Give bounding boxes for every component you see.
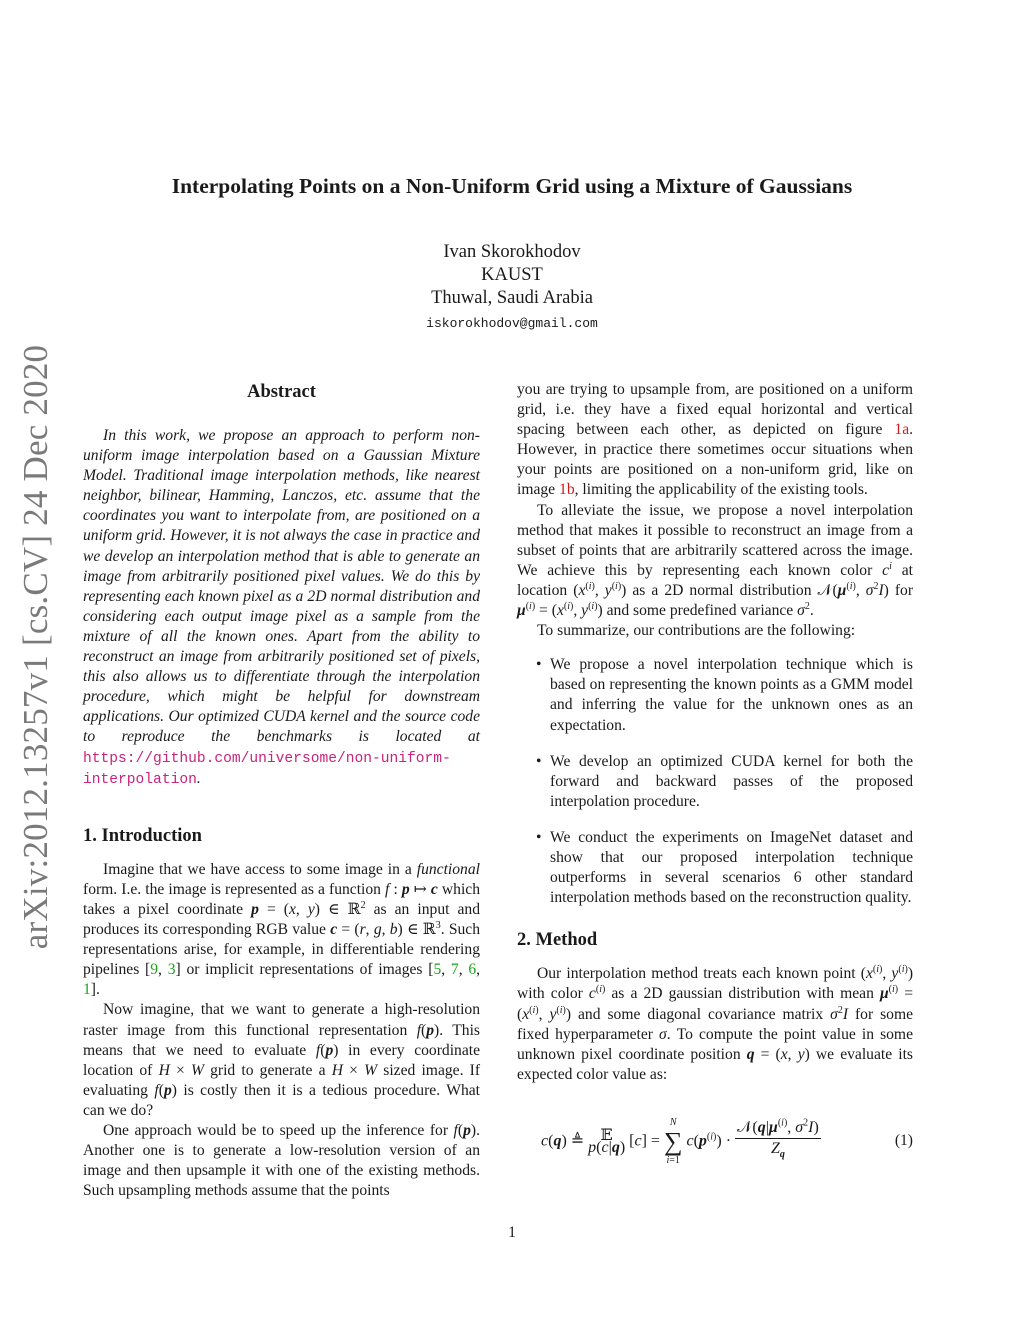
left-column bbox=[83, 378, 480, 1201]
paper-title: Interpolating Points on a Non-Uniform Grid using a Mixture of Gaussians bbox=[171, 174, 853, 198]
citation-link[interactable]: 7 bbox=[450, 961, 459, 979]
arxiv-sidebar-stamp bbox=[2, 344, 70, 950]
approach-paragraph: To alleviate the issue, we propose a novel interpolation method that makes it possible to reconstruct an image from a subset of points that are arbitrarily scattered across the image. We achieve this by representing each known color $c^i$ at location ($x^{(i)}$, $y^{(i)}$) as a 2D normal distribution $𝒩(\mu^{(i)}$, $\sigma^2I$) for $\mu^{(i)} = (x^{(i)}$, $y^{(i)}$) and some predefined variance $\sigma^2$. bbox=[517, 501, 914, 620]
intro-heading: 1. Introduction bbox=[83, 825, 202, 846]
intro-paragraph-2: Now imagine, that we want to generate a high-resolution raster image from this functional representation f(p). This means that we need to evaluate f(p) in every coordinate location of H × W grid to generate a H × W sized image. If evaluating f(p) is costly then it is a tedious procedure. What can we do? bbox=[83, 1001, 481, 1119]
author-location: Thuwal, Saudi Arabia bbox=[431, 288, 593, 308]
citation-link[interactable]: 5 bbox=[433, 961, 442, 979]
intro-continued-paragraph: you are trying to upsample from, are positioned on a uniform grid, i.e. they have a fixed equal horizontal and vertical spacing between each other, as depicted on figure 1a. However, in practice there sometimes occur situations when your points are positioned on a non-uniform grid, like on image 1b, limiting the applicability of the existing tools. bbox=[517, 381, 914, 499]
list-item: • We conduct the experiments on ImageNet dataset and show that our proposed interpolation technique outperforms in several scenarios 6 other standard interpolation methods based on the reconstruction quality. bbox=[536, 828, 913, 907]
page-number: 1 bbox=[508, 1224, 516, 1241]
figure-ref-1a[interactable]: 1a bbox=[894, 421, 910, 439]
abstract-heading: Abstract bbox=[247, 382, 316, 402]
equation-number: (1) bbox=[894, 1131, 913, 1149]
citation-link[interactable]: 3 bbox=[167, 961, 176, 979]
citation-link[interactable]: 6 bbox=[468, 961, 477, 979]
list-item: • We propose a novel interpolation technique which is based on representing the known points as a GMM model and inferring the value for the unknown ones as an expectation. bbox=[536, 656, 913, 734]
source-code-link[interactable]: https://github.com/universome/non-uniform-interpolation bbox=[83, 750, 451, 788]
citation-link[interactable]: 9 bbox=[150, 961, 159, 979]
abstract-text: In this work, we propose an approach to perform non-uniform image interpolation based on a Gaussian Mixture Model. Traditional image interpolation methods, like nearest neighbor, bilinear, Hamming, Lanczos, etc. assume that the coordinates you want to interpolate from, are positioned on a uniform grid. However, it is not always the case in practice and we develop an interpolation method that is able to generate an image from arbitrarily positioned pixel values. We do this by representing each known pixel as a 2D normal distribution and considering each output image pixel as a sample from the mixture of all the known ones. Apart from the ability to reconstruct an image from arbitrarily positioned set of pixels, this also allows us to differentiate through the interpolation procedure, which might be helpful for downstream applications. Our optimized CUDA kernel and the source code to reproduce the benchmarks is located at https://github.com/universome/non-uniform-interpolation. bbox=[83, 427, 480, 788]
author-affiliation: KAUST bbox=[481, 265, 543, 285]
method-heading: 2. Method bbox=[517, 930, 598, 951]
author-email[interactable]: iskorokhodov@gmail.com bbox=[426, 316, 598, 331]
contributions-list bbox=[517, 655, 913, 908]
contributions-intro: To summarize, our contributions are the following: bbox=[537, 622, 856, 640]
right-column bbox=[517, 380, 913, 1177]
arxiv-id: arXiv:2012.13257v1 [cs.CV] 24 Dec 2020 bbox=[16, 344, 55, 950]
list-item: • We develop an optimized CUDA kernel for both the forward and backward passes of the proposed interpolation procedure. bbox=[536, 752, 913, 810]
equation-1 bbox=[517, 1109, 913, 1167]
equation-expression: c(q) ≜ 𝔼 p(c|q) [c] = N ∑ i=1 $c(p^{(i)})$ · $\frac{𝒩(q|\mu^{(i)}, \sigma^2I)}{Z_q}$ bbox=[541, 1116, 819, 1166]
figure-ref-1b[interactable]: 1b bbox=[559, 481, 575, 499]
citation-link[interactable]: 1 bbox=[83, 981, 91, 999]
method-paragraph: Our interpolation method treats each known point ($x^{(i)}$, $y^{(i)}$) with color $c^{(i)}$ as a 2D gaussian distribution with mean $\mu^{(i)} = (x^{(i)}$, $y^{(i)}$) and some diagonal covariance matrix $\sigma^2I$ for some fixed hyperparameter σ. To compute the point value in some unknown pixel coordinate position q = (x, y) we evaluate its expected color value as: bbox=[517, 964, 914, 1083]
intro-paragraph-3: One approach would be to speed up the inference for f(p). Another one is to generate a low-resolution version of an image and then upsample it with one of the existing methods. Such upsampling methods assume that the points bbox=[83, 1122, 480, 1200]
author-name: Ivan Skorokhodov bbox=[443, 242, 581, 262]
intro-paragraph-1: Imagine that we have access to some image in a functional form. I.e. the image is represented as a function f : p ↦ c which takes a pixel coordinate p = (x, y) ∈ ℝ$^2$ as an input and produces its corresponding RGB value c = (r, g, b) ∈ ℝ$^3$. Such representations arise, for example, in differentiable rendering pipelines [9, 3] or implicit representations of images [5, 7, 6, 1]. bbox=[83, 860, 481, 999]
